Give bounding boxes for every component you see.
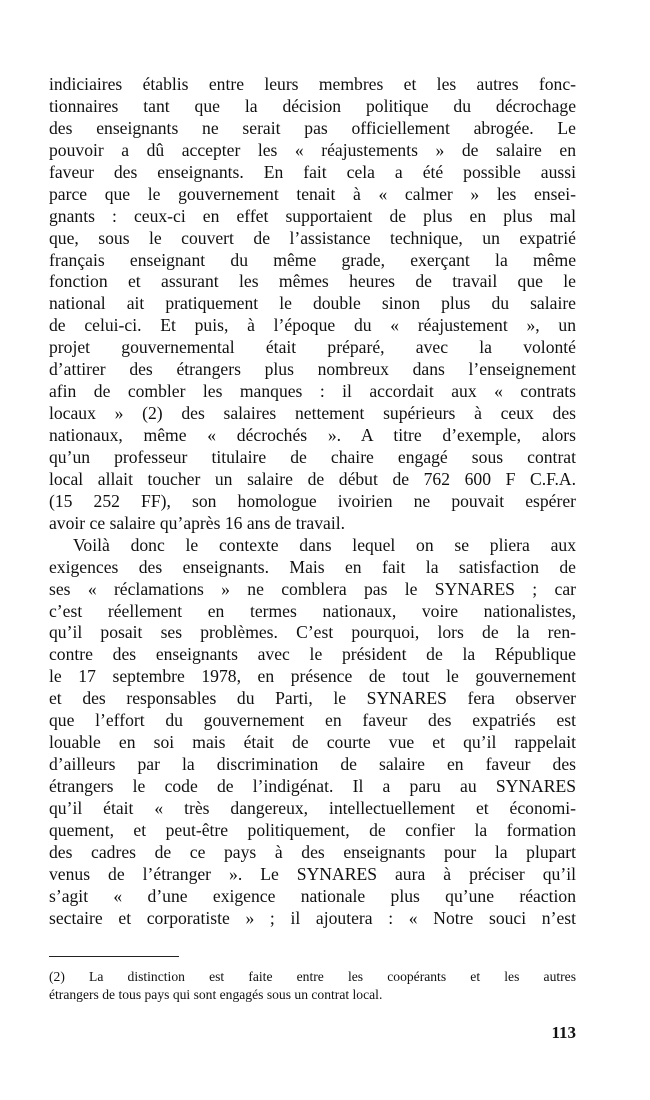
text-line: avoir ce salaire qu’après 16 ans de travail. xyxy=(49,512,346,533)
text-line: venus de l’étranger ». Le SYNARES aura à préciser qu’il xyxy=(49,863,576,884)
text-line: de celui-ci. Et puis, à l’époque du « réajustement », un xyxy=(49,315,576,336)
text-line: national ait pratiquement le double sinon plus du salaire xyxy=(49,293,576,314)
text-line: des enseignants ne serait pas officiellement abrogée. Le xyxy=(49,117,576,138)
text-line: faveur des enseignants. En fait cela a été possible aussi xyxy=(49,161,576,182)
text-line: pouvoir a dû accepter les « réajustements » de salaire en xyxy=(49,139,576,160)
text-line: afin de combler les manques : il accordait aux « contrats xyxy=(49,381,576,402)
text-line: sectaire et corporatiste » ; il ajoutera : « Notre souci n’est xyxy=(49,907,576,928)
text-line: locaux » (2) des salaires nettement supérieurs à ceux des xyxy=(49,403,576,424)
text-line: local allait toucher un salaire de début de 762 600 F C.F.A. xyxy=(49,468,576,489)
body-text xyxy=(49,74,576,930)
text-line: fonction et assurant les mêmes heures de travail que le xyxy=(49,271,576,292)
text-line: tionnaires tant que la décision politique du décrochage xyxy=(49,95,576,116)
text-line: contre des enseignants avec le président de la République xyxy=(49,644,576,665)
text-line: projet gouvernemental était préparé, avec la volonté xyxy=(49,337,576,358)
text-line: que, sous le couvert de l’assistance technique, un expatrié xyxy=(49,227,576,248)
text-line: louable en soi mais était de courte vue et qu’il rappelait xyxy=(49,732,576,753)
text-line: Voilà donc le contexte dans lequel on se pliera aux xyxy=(73,534,576,555)
text-line: des cadres de ce pays à des enseignants pour la plupart xyxy=(49,841,576,862)
footnote-line: étrangers de tous pays qui sont engagés sous un contrat local. xyxy=(49,987,383,1002)
text-line: c’est réellement en termes nationaux, voire nationalistes, xyxy=(49,600,576,621)
text-line: indiciaires établis entre leurs membres et les autres fonc- xyxy=(49,74,576,94)
text-line: s’agit « d’une exigence nationale plus qu’une réaction xyxy=(49,885,576,906)
text-line: (15 252 FF), son homologue ivoirien ne pouvait espérer xyxy=(49,490,576,511)
text-line: que l’effort du gouvernement en faveur des expatriés est xyxy=(49,710,576,731)
text-line: le 17 septembre 1978, en présence de tout le gouvernement xyxy=(49,666,576,687)
text-line: qu’un professeur titulaire de chaire engagé sous contrat xyxy=(49,446,576,467)
paragraph-2 xyxy=(49,535,576,930)
text-line: et des responsables du Parti, le SYNARES fera observer xyxy=(49,688,576,709)
text-line: gnants : ceux-ci en effet supportaient de plus en plus mal xyxy=(49,205,576,226)
text-line: étrangers le code de l’indigénat. Il a paru au SYNARES xyxy=(49,776,576,796)
footnote-divider xyxy=(49,956,179,957)
page-number: 113 xyxy=(551,1023,576,1042)
text-line: ses « réclamations » ne comblera pas le SYNARES ; car xyxy=(49,578,576,599)
text-line: quement, et peut-être politiquement, de confier la formation xyxy=(49,819,576,840)
footnote-line: (2) La distinction est faite entre les coopérants et les autres xyxy=(49,969,576,984)
text-line: qu’il était « très dangereux, intellectuellement et économi- xyxy=(49,797,576,818)
paragraph-1 xyxy=(49,74,576,535)
text-line: nationaux, même « décrochés ». A titre d’exemple, alors xyxy=(49,425,576,445)
text-line: qu’il posait ses problèmes. C’est pourquoi, lors de la ren- xyxy=(49,622,576,643)
text-line: parce que le gouvernement tenait à « calmer » les ensei- xyxy=(49,183,576,204)
footnote xyxy=(49,968,576,1004)
text-line: d’ailleurs par la discrimination de salaire en faveur des xyxy=(49,754,576,775)
text-line: exigences des enseignants. Mais en fait la satisfaction de xyxy=(49,556,576,577)
text-line: d’attirer des étrangers plus nombreux dans l’enseignement xyxy=(49,359,576,380)
text-line: français enseignant du même grade, exerçant la même xyxy=(49,249,576,270)
